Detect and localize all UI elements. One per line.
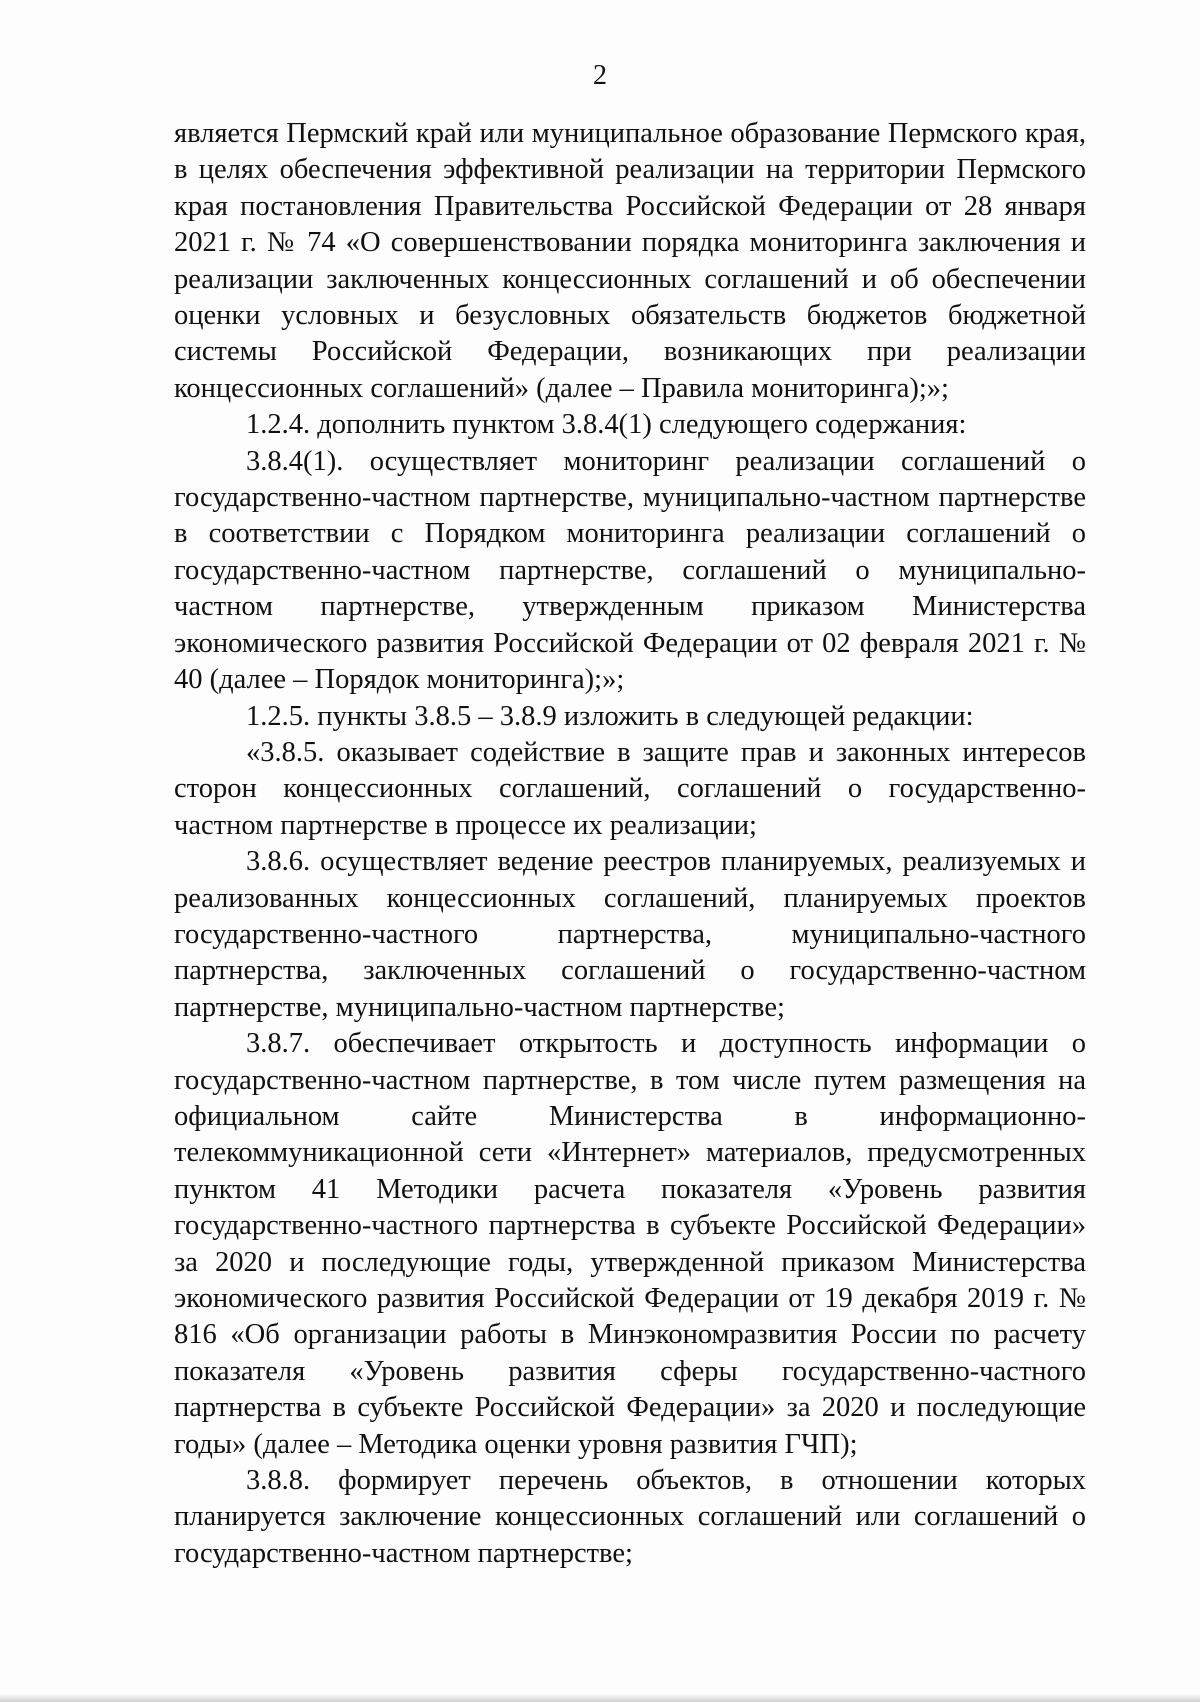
paragraph-3-8-6: 3.8.6. осуществляет ведение реестров планируемых, реализуемых и реализованных концессионных соглашений, планируемых проектов государственно-частного партнерства, муниципально-частного партнерства, заключенных соглашений о государственно-частном партнерстве, муниципально-частном партнерстве; xyxy=(174,846,1086,1023)
paragraph-3-8-8: 3.8.8. формирует перечень объектов, в отношении которых планируется заключение концессионных соглашений или соглашений о государственно-частном партнерстве; xyxy=(174,1465,1086,1569)
paragraph-1-2-5: 1.2.5. пункты 3.8.5 – 3.8.9 изложить в следующей редакции: xyxy=(246,700,974,732)
paragraph-continuation: является Пермский край или муниципальное образование Пермского края, в целях обеспечения эффективной реализации на территории Пермского края постановления Правительства Российской Федерации от 28 января 2021 г. № 74 «О совершенствовании порядка мониторинга заключения и реализации заключенных концессионных соглашений и об обеспечении оценки условных и безусловных обязательств бюджетов бюджетной системы Российской Федерации, возникающих при реализации концессионных соглашений» (далее – Правила мониторинга);»; xyxy=(174,118,1086,404)
scan-bottom-edge xyxy=(0,1694,1200,1702)
page-number: 2 xyxy=(593,60,607,91)
document-body xyxy=(174,116,1086,1572)
paragraph-3-8-7: 3.8.7. обеспечивает открытость и доступность информации о государственно-частном партнерстве, в том числе путем размещения на официальном сайте Министерства в информационно-телекоммуникационной сети «Интернет» материалов, предусмотренных пунктом 41 Методики расчета показателя «Уровень развития государственно-частного партнерства в субъекте Российской Федерации» за 2020 и последующие годы, утвержденной приказом Министерства экономического развития Российской Федерации от 19 декабря 2019 г. № 816 «Об организации работы в Минэкономразвития России по расчету показателя «Уровень развития сферы государственно-частного партнерства в субъекте Российской Федерации» за 2020 и последующие годы» (далее – Методика оценки уровня развития ГЧП); xyxy=(174,1028,1086,1460)
paragraph-3-8-4-1: 3.8.4(1). осуществляет мониторинг реализации соглашений о государственно-частном партнерстве, муниципально-частном партнерстве в соответствии с Порядком мониторинга реализации соглашений о государственно-частном партнерстве, соглашений о муниципально-частном партнерстве, утвержденным приказом Министерства экономического развития Российской Федерации от 02 февраля 2021 г. № 40 (далее – Порядок мониторинга);»; xyxy=(174,445,1086,696)
paragraph-3-8-5: «3.8.5. оказывает содействие в защите прав и законных интересов сторон концессионных соглашений, соглашений о государственно-частном партнерстве в процессе их реализации; xyxy=(174,736,1086,841)
paragraph-1-2-4: 1.2.4. дополнить пунктом 3.8.4(1) следующего содержания: xyxy=(246,409,967,441)
